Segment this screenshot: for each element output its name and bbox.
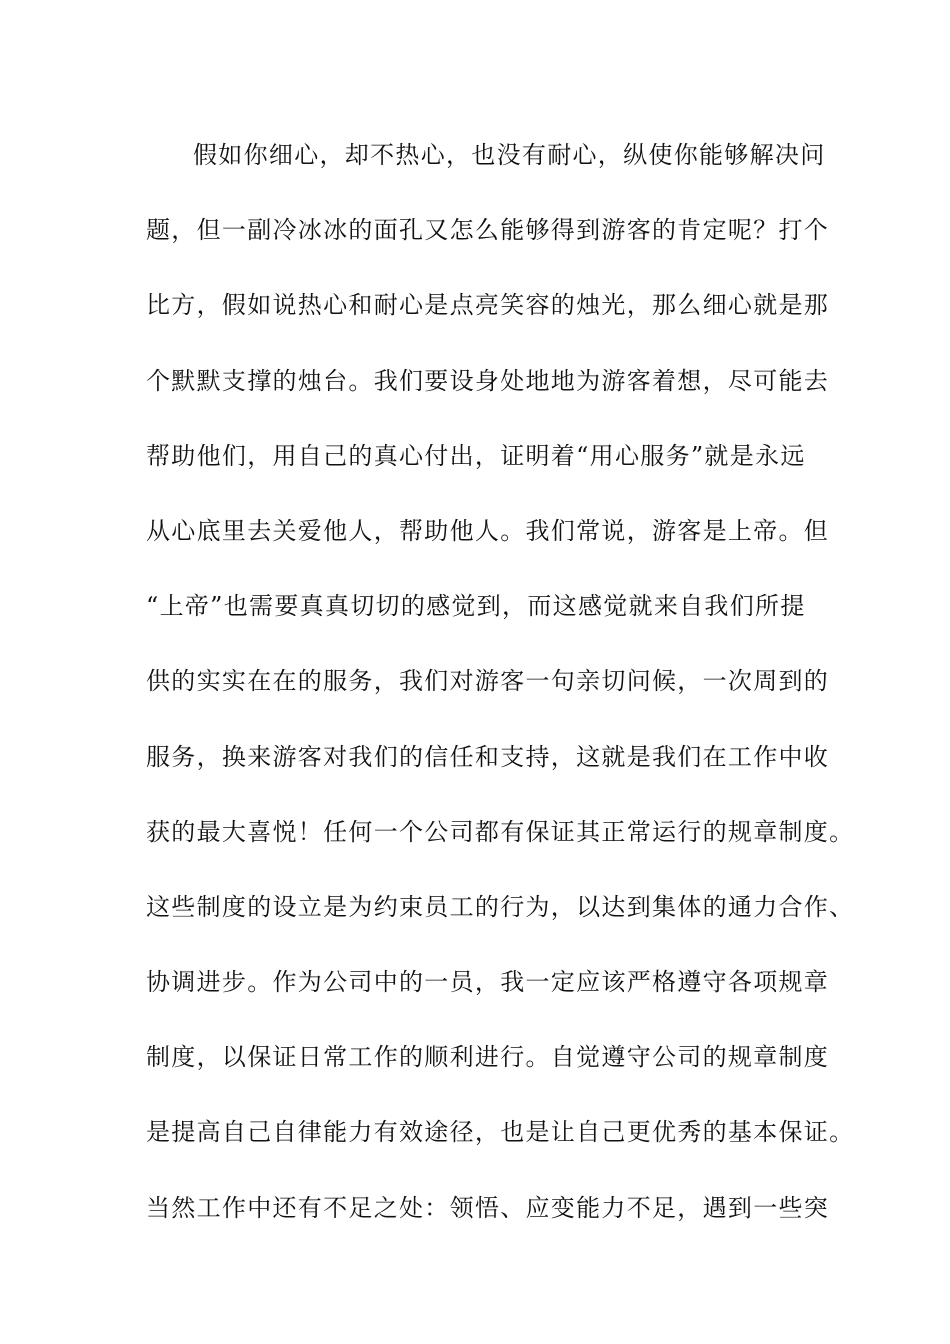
text-line: “上帝”也需要真真切切的感觉到，而这感觉就来自我们所提 <box>146 592 806 621</box>
text-line: 这些制度的设立是为约束员工的行为，以达到集体的通力合作、 <box>146 892 855 921</box>
text-line: 帮助他们，用自己的真心付出，证明着“用心服务”就是永远 <box>146 441 806 470</box>
text-line: 服务，换来游客对我们的信任和支持，这就是我们在工作中收 <box>146 742 830 771</box>
text-line: 从心底里去关爱他人，帮助他人。我们常说，游客是上帝。但 <box>146 516 830 545</box>
text-line: 协调进步。作为公司中的一员，我一定应该严格遵守各项规章 <box>146 968 830 997</box>
text-line: 假如你细心，却不热心，也没有耐心，纵使你能够解决问 <box>193 141 826 169</box>
text-line: 比方，假如说热心和耐心是点亮笑容的烛光，那么细心就是那 <box>146 291 830 320</box>
text-line: 个默默支撑的烛台。我们要设身处地地为游客着想，尽可能去 <box>146 366 830 395</box>
text-line: 供的实实在在的服务，我们对游客一句亲切问候，一次周到的 <box>146 667 830 696</box>
text-line: 是提高自己自律能力有效途径，也是让自己更优秀的基本保证。 <box>146 1118 855 1147</box>
text-line: 制度，以保证日常工作的顺利进行。自觉遵守公司的规章制度 <box>146 1043 830 1072</box>
text-line: 获的最大喜悦！任何一个公司都有保证其正常运行的规章制度。 <box>146 817 855 846</box>
text-line: 当然工作中还有不足之处：领悟、应变能力不足，遇到一些突 <box>146 1193 830 1222</box>
body-paragraph <box>146 125 855 1253</box>
text-line: 题，但一副冷冰冰的面孔又怎么能够得到游客的肯定呢？打个 <box>146 216 830 245</box>
